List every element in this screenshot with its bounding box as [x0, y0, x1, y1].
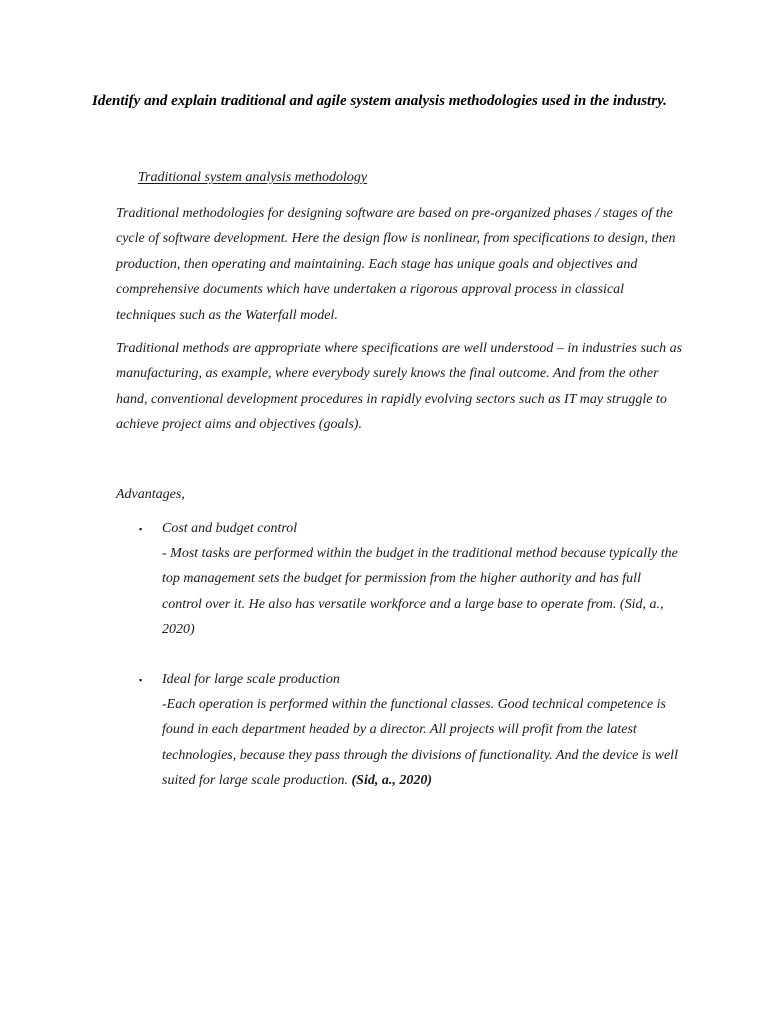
paragraph-traditional-usage: Traditional methods are appropriate where specifications are well understood – in industries such as manufacturing, as example, where everybody surely knows the final outcome. And from the other hand, conventional development procedures in rapidly evolving sectors such as IT may struggle to achieve project aims and objectives (goals). — [116, 341, 683, 433]
advantage-title: Ideal for large scale production — [162, 672, 340, 687]
advantage-body — [162, 541, 682, 642]
advantage-title: Cost and budget control — [162, 521, 298, 536]
document-heading: Identify and explain traditional and agile system analysis methodologies used in the industry. — [92, 93, 667, 109]
advantage-body-text: - Most tasks are performed within the budget in the traditional method because typically the top management sets the budget for permission from the higher authority and has full control over it. He also has versatile workforce and a large base to operate from. (Sid, a., 2020) — [162, 546, 678, 637]
advantage-item-cost-budget — [162, 516, 682, 642]
advantage-body — [162, 692, 682, 793]
advantages-label: Advantages, — [116, 487, 185, 502]
bullet-square-icon: ▪ — [139, 524, 143, 534]
advantage-item-large-scale — [162, 667, 682, 793]
advantage-citation: (Sid, a., 2020) — [351, 772, 432, 788]
section-title: Traditional system analysis methodology — [138, 170, 368, 185]
advantage-body-text: -Each operation is performed within the functional classes. Good technical competence is found in each department headed by a director. All projects will profit from the latest technologies, because they pass through the divisions of functionality. And the device is well suited for large scale production. — [162, 697, 678, 788]
paragraph-traditional-intro: Traditional methodologies for designing software are based on pre-organized phases / stages of the cycle of software development. Here the design flow is nonlinear, from specifications to design, then production, then operating and maintaining. Each stage has unique goals and objectives and comprehensive documents which have undertaken a rigorous approval process in classical techniques such as the Waterfall model. — [116, 206, 676, 323]
bullet-square-icon: ▪ — [139, 675, 143, 685]
